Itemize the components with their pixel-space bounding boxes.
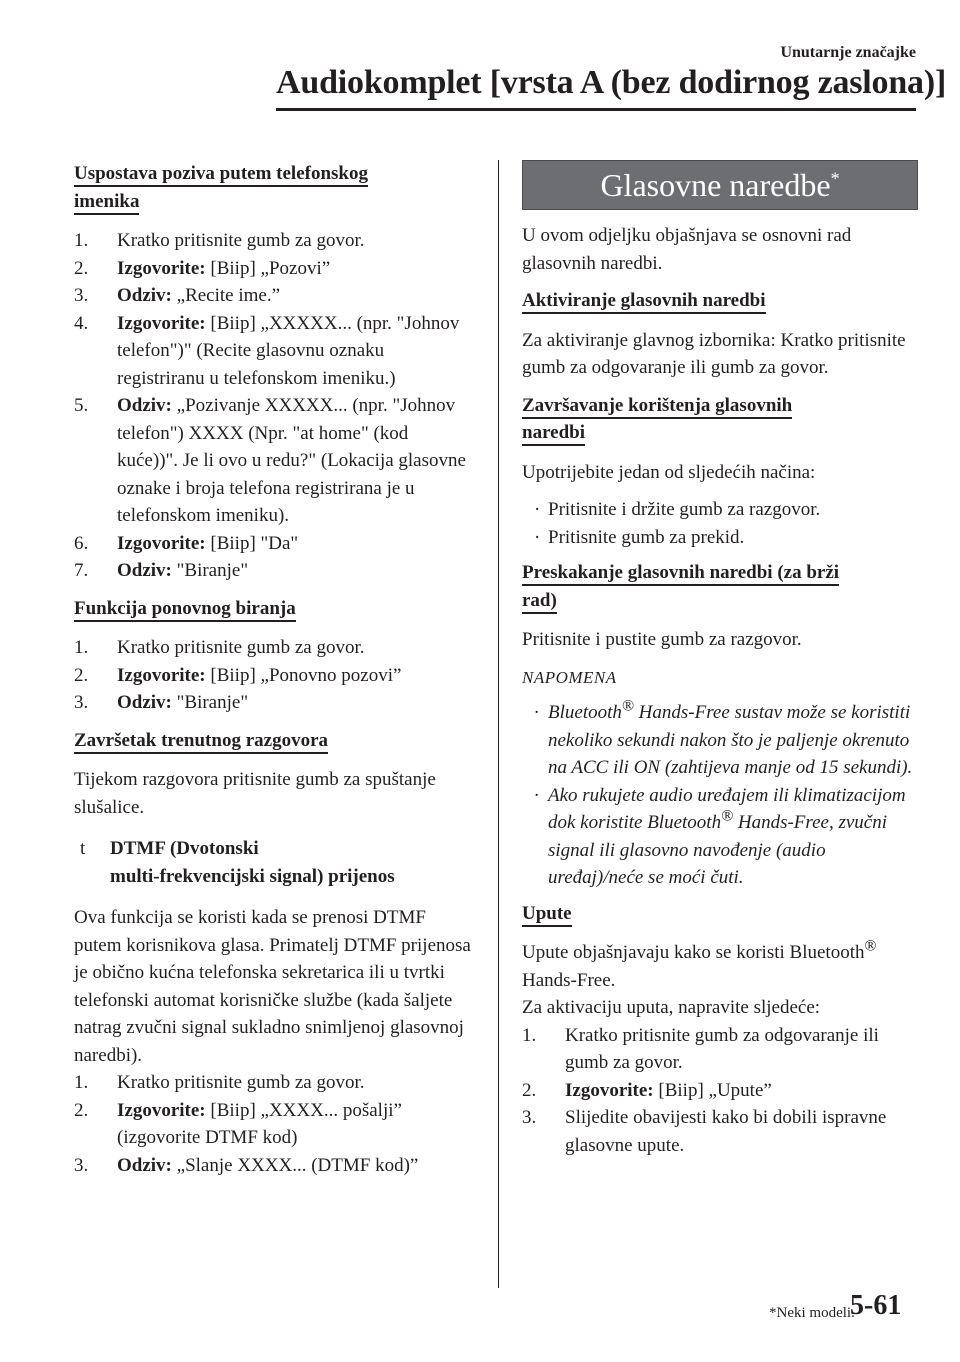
section-finish <box>522 392 918 447</box>
left-column <box>74 160 474 1189</box>
item-number: 1. <box>74 1072 89 1093</box>
item-text: Kratko pritisnite gumb za govor. <box>117 1072 365 1093</box>
item-text: Kratko pritisnite gumb za govor. <box>117 637 365 658</box>
item-number: 2. <box>74 257 89 279</box>
item-number: 2. <box>74 664 89 686</box>
item-label: Izgovorite: <box>117 532 206 554</box>
item-text: [Biip] „Upute” <box>653 1079 772 1101</box>
section-heading: Funkcija ponovnog biranja <box>74 598 296 622</box>
paragraph: U ovom odjeljku objašnjava se osnovni rad glasovnih naredbi. <box>522 225 852 274</box>
list-item <box>74 1152 474 1180</box>
list-item <box>74 310 474 393</box>
item-text: [Biip] „Ponovno pozovi” <box>205 664 402 686</box>
list-item <box>74 392 474 530</box>
section-heading: Završetak trenutnog razgovora <box>74 730 328 754</box>
banner-title: Glasovne naredbe <box>600 167 831 203</box>
item-text: „Pozivanje XXXXX... (npr. "Johnov telefon") XXXX (Npr. "at home" (kod kuće))". Je li ovo u redu?" (Lokacija glasovne oznake i broja telefona registrirana je u telefonskom imeniku). <box>117 395 466 526</box>
item-label: Odziv: <box>117 692 172 713</box>
list-item <box>522 1104 918 1159</box>
item-number: 7. <box>74 560 89 581</box>
paragraph: Upotrijebite jedan od sljedećih načina: <box>522 461 816 483</box>
item-label: Izgovorite: <box>565 1079 654 1101</box>
item-label: Odziv: <box>117 395 172 416</box>
item-number: 6. <box>74 532 89 554</box>
section-activate <box>522 287 918 315</box>
footnote-star: * <box>830 168 840 189</box>
right-column <box>522 160 918 1169</box>
section-marker: t <box>80 838 86 859</box>
item-number: 3. <box>522 1107 537 1128</box>
note-label: NAPOMENA <box>522 667 617 687</box>
item-label: Odziv: <box>117 560 172 581</box>
item-label: Izgovorite: <box>117 312 206 334</box>
header-rule <box>276 108 916 111</box>
note-item: · Ako rukujete audio uređajem ili klimatizacijom dok koristite Bluetooth® Hands-Free, zvučni signal ili glasovno navođenje (audio uređaj)/neće se moći čuti. <box>534 784 906 888</box>
step-list <box>74 1069 474 1179</box>
section-heading-cont: naredbi <box>522 422 585 446</box>
list-item <box>74 557 474 585</box>
list-item <box>522 1022 918 1077</box>
item-number: 3. <box>74 1154 89 1176</box>
item-number: 5. <box>74 395 89 416</box>
section-heading-cont: imenika <box>74 191 139 215</box>
item-text: Kratko pritisnite gumb za govor. <box>117 230 365 251</box>
bullet-list <box>522 496 918 551</box>
step-list <box>522 1022 918 1160</box>
list-item <box>74 689 474 717</box>
list-item <box>74 1069 474 1097</box>
section-label: Unutarnje značajke <box>780 44 916 61</box>
note-list <box>522 699 918 892</box>
section-guidance <box>522 900 918 928</box>
list-item <box>74 1097 474 1152</box>
item-text: [Biip] "Da" <box>205 532 299 554</box>
item-text: [Biip] „Pozovi” <box>205 257 331 279</box>
section-end-call <box>74 727 474 755</box>
page-title: Audiokomplet [vrsta A (bez dodirnog zaslona)] <box>276 64 947 101</box>
section-heading-cont: rad) <box>522 590 557 614</box>
section-phonebook-call <box>74 160 474 215</box>
item-text: "Biranje" <box>171 560 249 581</box>
dtmf-heading-line2: multi-frekvencijski signal) prijenos <box>110 865 395 887</box>
footnote: *Neki modeli. <box>769 1305 855 1321</box>
dtmf-heading <box>74 835 474 890</box>
item-number: 3. <box>74 285 89 306</box>
section-heading: Završavanje korištenja glasovnih <box>522 395 792 419</box>
item-number: 2. <box>74 1099 89 1121</box>
item-label: Izgovorite: <box>117 257 206 279</box>
list-item <box>74 662 474 690</box>
step-list <box>74 227 474 585</box>
item-label: Izgovorite: <box>117 1099 206 1121</box>
section-heading: Preskakanje glasovnih naredbi (za brži <box>522 562 839 586</box>
paragraph: Tijekom razgovora pritisnite gumb za spuštanje slušalice. <box>74 769 436 818</box>
section-heading: Uspostava poziva putem telefonskog <box>74 163 368 187</box>
section-heading: Aktiviranje glasovnih naredbi <box>522 290 766 314</box>
item-number: 1. <box>522 1024 537 1046</box>
dtmf-heading-line1: DTMF (Dvotonski <box>110 838 259 859</box>
bullet-item: · Pritisnite i držite gumb za razgovor. <box>534 499 821 520</box>
list-item <box>74 227 474 255</box>
item-text: „Slanje XXXX... (DTMF kod)” <box>171 1154 419 1176</box>
list-item <box>74 255 474 283</box>
item-text: „Recite ime.” <box>171 285 281 306</box>
item-text: [Biip] „XXXXX... (npr. "Johnov telefon")" (Recite glasovnu oznaku registriranu u telefonskom imeniku.) <box>117 312 460 389</box>
bullet-item: · Pritisnite gumb za prekid. <box>534 526 745 548</box>
item-text: "Biranje" <box>171 692 249 713</box>
note-item: · Bluetooth® Hands-Free sustav može se koristiti nekoliko sekundi nakon što je paljenje okrenuto na ACC ili ON (zahtijeva manje od 15 sekundi). <box>534 697 913 778</box>
item-number: 4. <box>74 312 89 334</box>
paragraph: Za aktivaciju uputa, napravite sljedeće: <box>522 997 821 1018</box>
paragraph: Za aktiviranje glavnog izbornika: Kratko pritisnite gumb za odgovaranje ili gumb za govor. <box>522 329 906 378</box>
paragraph: Ova funkcija se koristi kada se prenosi DTMF putem korisnikova glasa. Primatelj DTMF prijenosa je obično kućna telefonska sekretarica ili u tvrtki telefonski automat korisničke službe (kada šaljete natrag zvučni signal sukladno snimljenoj glasovnoj naredbi). <box>74 907 471 1066</box>
section-redial <box>74 595 474 623</box>
list-item <box>74 634 474 662</box>
step-list <box>74 634 474 717</box>
item-label: Odziv: <box>117 285 172 306</box>
paragraph: Upute objašnjavaju kako se koristi Bluetooth® Hands-Free. <box>522 937 877 991</box>
list-item <box>522 1077 918 1105</box>
item-label: Odziv: <box>117 1154 172 1176</box>
section-heading: Upute <box>522 903 572 927</box>
item-label: Izgovorite: <box>117 664 206 686</box>
section-skip <box>522 559 918 614</box>
chapter-banner <box>522 160 918 210</box>
column-divider <box>498 160 499 1288</box>
list-item <box>74 530 474 558</box>
item-number: 1. <box>74 637 89 658</box>
item-number: 3. <box>74 692 89 713</box>
item-number: 1. <box>74 230 89 251</box>
item-text: Kratko pritisnite gumb za odgovaranje ili gumb za govor. <box>565 1024 879 1073</box>
paragraph: Pritisnite i pustite gumb za razgovor. <box>522 629 802 650</box>
page-number: 5-61 <box>850 1290 902 1321</box>
list-item <box>74 282 474 310</box>
item-text: Slijedite obavijesti kako bi dobili ispravne glasovne upute. <box>565 1107 887 1156</box>
item-text: [Biip] „XXXX... pošalji” (izgovorite DTMF kod) <box>117 1099 402 1148</box>
item-number: 2. <box>522 1079 537 1101</box>
